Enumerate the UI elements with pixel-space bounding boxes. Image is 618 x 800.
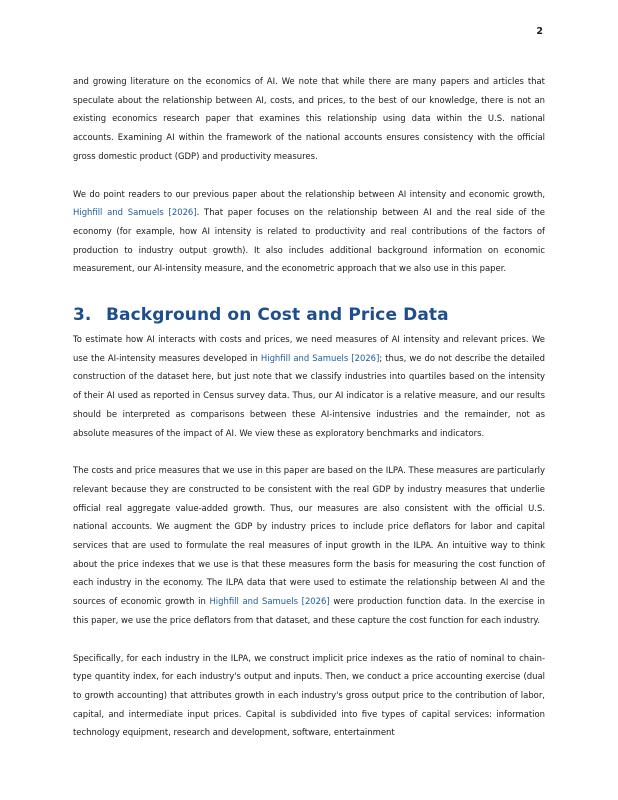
- citation-link[interactable]: Highfill and Samuels [2026]: [73, 207, 197, 218]
- page-number: 2: [536, 26, 543, 37]
- citation-link[interactable]: Highfill and Samuels [2026]: [209, 596, 330, 607]
- paragraph-intro-continued: and growing literature on the economics of AI. We note that while there are many papers and articles that speculate about the relationship between AI, costs, and prices, to the best of our knowledge, there is not an existing economics research paper that examines this relationship using data within the U.S. national accounts. Examining AI within the framework of the national accounts ensures consistency with the official gross domestic product (GDP) and productivity measures.: [73, 76, 545, 161]
- paragraph-ai-intensity: [73, 330, 545, 442]
- citation-link[interactable]: Highfill and Samuels [2026]: [260, 352, 380, 363]
- text-run: were production function data. In the exercise in this paper, we use the price deflators from that dataset, and these capture the cost function for each industry.: [73, 596, 545, 625]
- text-run: . That paper focuses on the relationship between AI and the real side of the economy (for example, how AI intensity is related to productivity and real contributions of the factors of production to industry output growth). It also includes additional background information on economic measurement, our AI-intensity measure, and the econometric approach that we also use in this paper.: [73, 207, 545, 274]
- text-run: The costs and price measures that we use in this paper are based on the ILPA. These measures are particularly relevant because they are constructed to be consistent with the real GDP by industry measures that underlie official real aggregate value-added growth. Thus, our measures are also consistent with the official U.S. national accounts. We augment the GDP by industry prices to include price deflators for labor and capital services that are used to formulate the real measures of input growth in the ILPA. An intuitive way to think about the price indexes that we use is that these measures form the basis for measuring the cost function of each industry in the economy. The ILPA data that were used to estimate the relationship between AI and the sources of economic growth in: [73, 465, 545, 607]
- paragraph-ilpa-measures: [73, 461, 545, 629]
- citation-year: 2026: [171, 207, 194, 218]
- citation-authors: Highfill and Samuels: [209, 596, 299, 607]
- text-run: ; thus, we do not describe the detailed construction of the dataset here, but just note that we classify industries into quartiles based on the intensity of their AI used as reported in Census survey data. Thus, our AI indicator is a relative measure, and our results should be interpreted as comparisons between these AI-intensive industries and the remainder, not as absolute measures of the impact of AI. We view these as exploratory benchmarks and indicators.: [73, 352, 545, 438]
- paragraph-price-accounting: Specifically, for each industry in the ILPA, we construct implicit price indexes as the ratio of nominal to chain-type quantity index, for each industry's output and inputs. Then, we conduct a price accounting exercise (dual to growth accounting) that attributes growth in each industry's gross output price to the contribution of labor, capital, and intermediate input prices. Capital is subdivided into five types of capital services: information technology equipment, research and development, software, entertainment: [73, 652, 545, 738]
- citation-authors: Highfill and Samuels: [260, 352, 349, 363]
- citation-authors: Highfill and Samuels: [73, 207, 164, 218]
- paragraph-previous-paper: [73, 185, 545, 279]
- body-text: [73, 72, 545, 761]
- text-run: We do point readers to our previous paper about the relationship between AI intensity and economic growth,: [73, 188, 545, 199]
- section-title: Background on Cost and Price Data: [106, 305, 449, 326]
- section-heading: [73, 303, 545, 327]
- citation-year: 2026: [354, 352, 377, 363]
- citation-year: 2026: [304, 596, 327, 607]
- text-run: To estimate how AI interacts with costs and prices, we need measures of AI intensity and relevant prices. We use the AI-intensity measures developed in: [73, 334, 545, 363]
- section-number: 3.: [73, 305, 92, 326]
